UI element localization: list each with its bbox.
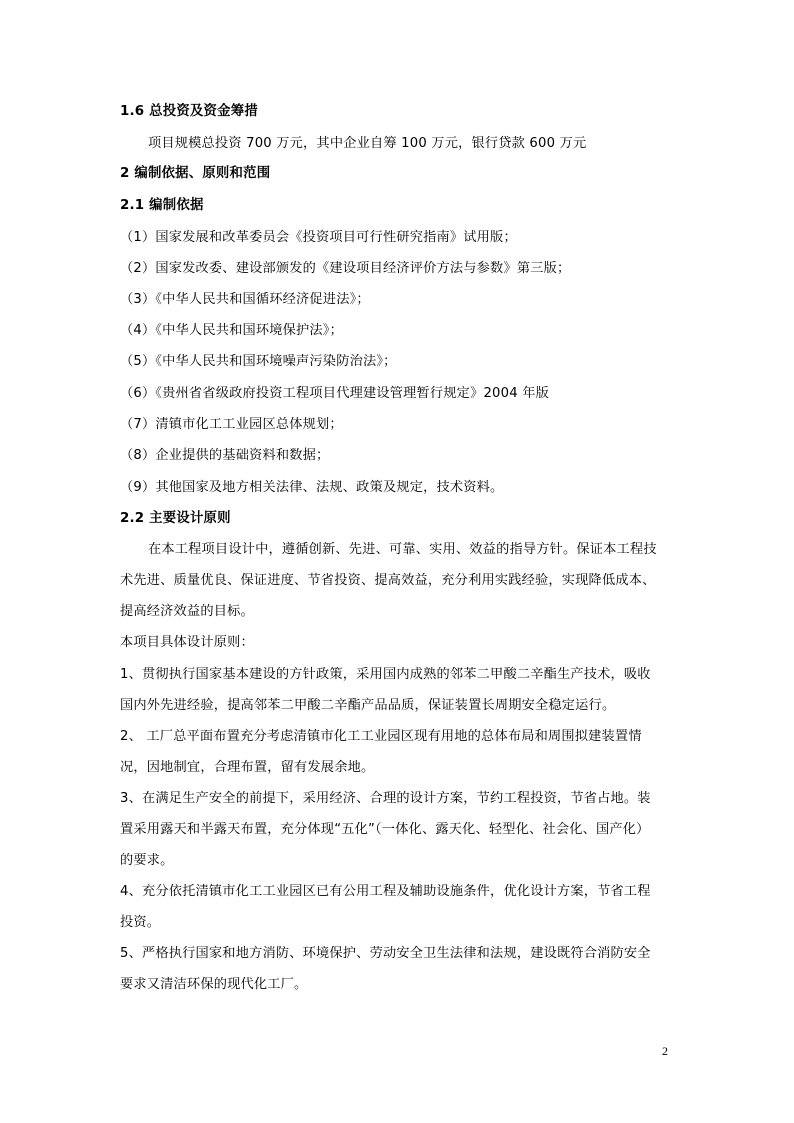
principle-line: 5、严格执行国家和地方消防、环境保护、劳动安全卫生法律和法规，建设既符合消防安全 bbox=[120, 946, 651, 961]
section-2-2-heading: 2.2 主要设计原则 bbox=[120, 511, 231, 526]
principle-line: 置采用露天和半露天布置，充分体现“五化”（一体化、露天化、轻型化、社会化、国产化） bbox=[120, 822, 650, 837]
page-number: 2 bbox=[662, 1044, 668, 1058]
basis-item: （2）国家发改委、建设部颁发的《建设项目经济评价方法与参数》第三版； bbox=[120, 261, 571, 276]
principle-line: 况，因地制宜，合理布置，留有发展余地。 bbox=[120, 760, 375, 775]
design-intro-line: 在本工程项目设计中，遵循创新、先进、可靠、实用、效益的指导方针。保证本工程技 bbox=[148, 542, 657, 557]
section-1-6-heading: 1.6 总投资及资金筹措 bbox=[120, 104, 258, 119]
section-2-heading: 2 编制依据、原则和范围 bbox=[120, 166, 271, 181]
principle-line: 3、在满足生产安全的前提下，采用经济、合理的设计方案，节约工程投资，节省占地。装 bbox=[120, 791, 651, 806]
basis-item: （7）清镇市化工工业园区总体规划； bbox=[120, 417, 343, 432]
design-intro-line: 提高经济效益的目标。 bbox=[120, 604, 254, 619]
basis-item: （1）国家发展和改革委员会《投资项目可行性研究指南》试用版； bbox=[120, 230, 517, 245]
investment-summary: 项目规模总投资 700 万元，其中企业自筹 100 万元，银行贷款 600 万元 bbox=[148, 136, 587, 151]
section-2-1-heading: 2.1 编制依据 bbox=[120, 198, 204, 213]
principle-line: 投资。 bbox=[120, 915, 161, 930]
basis-item: （9）其他国家及地方相关法律、法规、政策及规定，技术资料。 bbox=[120, 480, 504, 495]
basis-item: （8）企业提供的基础资料和数据； bbox=[120, 448, 330, 463]
principle-line: 4、充分依托清镇市化工工业园区已有公用工程及辅助设施条件，优化设计方案，节省工程 bbox=[120, 884, 651, 899]
principle-line: 2、 工厂总平面布置充分考虑清镇市化工工业园区现有用地的总体布局和周围拟建装置情 bbox=[120, 729, 642, 744]
principle-line: 1、贯彻执行国家基本建设的方针政策，采用国内成熟的邻苯二甲酸二辛酯生产技术，吸收 bbox=[120, 667, 651, 682]
specific-principles-label: 本项目具体设计原则： bbox=[120, 635, 254, 650]
principle-line: 要求又清洁环保的现代化工厂。 bbox=[120, 977, 308, 992]
design-intro-line: 术先进、质量优良、保证进度、节省投资、提高效益，充分利用实践经验，实现降低成本、 bbox=[120, 573, 656, 588]
principle-line: 国内外先进经验，提高邻苯二甲酸二辛酯产品品质，保证装置长周期安全稳定运行。 bbox=[120, 698, 616, 713]
basis-item: （5）《中华人民共和国环境噪声污染防治法》； bbox=[120, 354, 397, 369]
basis-item: （4）《中华人民共和国环境保护法》； bbox=[120, 323, 343, 338]
basis-item: （3）《中华人民共和国循环经济促进法》； bbox=[120, 292, 370, 307]
principle-line: 的要求。 bbox=[120, 853, 174, 868]
basis-item: （6）《贵州省省级政府投资工程项目代理建设管理暂行规定》2004 年版 bbox=[120, 386, 549, 401]
